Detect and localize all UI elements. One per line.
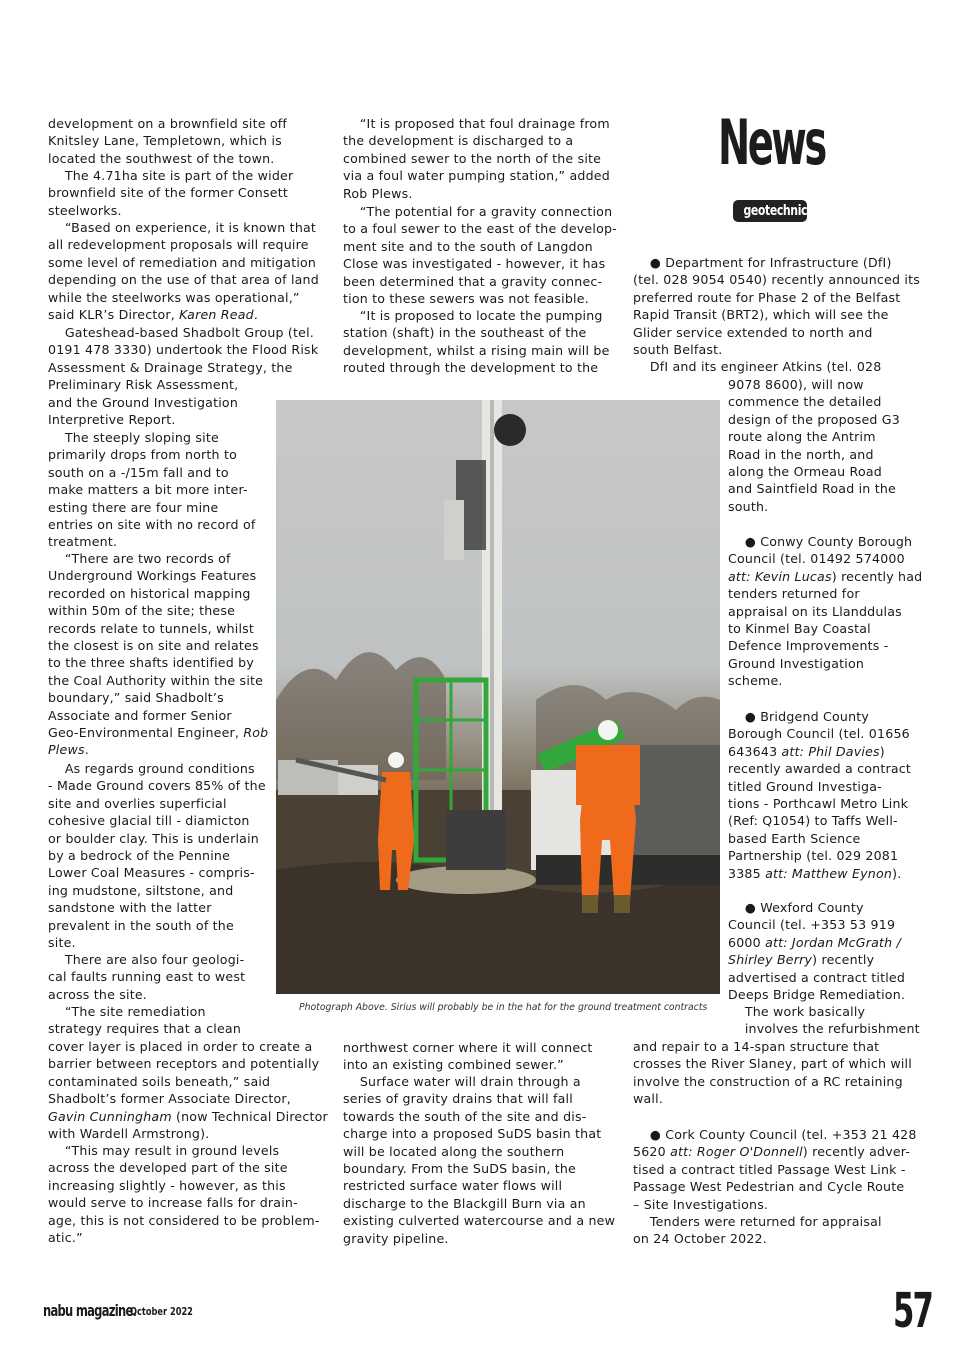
col3-paragraph-6b: and repair to a 14-span structure that crosses the River Slaney, part of which will involve the construction of a RC retaining wall.	[633, 1039, 912, 1107]
col1-paragraph-3: “Based on experience, it is known that all redevelopment proposals will require some level of remediation and mitigation depending on the use of that area of land while the steelworks was operational,” said KLR’s Director, Karen Read.	[48, 220, 319, 323]
page-number: 57	[893, 1283, 932, 1339]
section-badge: geotechnical	[733, 200, 807, 222]
col3-paragraph-8: Tenders were returned for appraisal on 24 October 2022.	[633, 1214, 882, 1247]
drilling-rig-illustration	[276, 400, 720, 994]
col1-paragraph-5: The steeply sloping site primarily drops from north to south on a -/15m fall and to make matters a bit more inter- esting there are four mine entries on site with no record of treatment.	[48, 430, 256, 550]
col1-paragraph-10: cover layer is placed in order to create a barrier between receptors and potentially contaminated soils beneath,” said Shadbolt’s former Associate Director, Gavin Cunningham (now Technical Director with Wardell Armstrong).	[48, 1039, 328, 1142]
col1-paragraph-8: There are also four geologi- cal faults running east to west across the site.	[48, 952, 246, 1002]
col3-paragraph-2b: 9078 8600), will now commence the detailed design of the proposed G3 route along the Antrim Road in the north, and along the Ormeau Road and Saintfield Road in the south.	[728, 377, 900, 514]
col3-paragraph-1: ● Department for Infrastructure (DfI) (tel. 028 9054 0540) recently announced its preferred route for Phase 2 of the Belfast Rapid Transit (BRT2), which will see the Glider service extended to north and south Belfast.	[633, 255, 920, 358]
col2-paragraph-3: “It is proposed to locate the pumping station (shaft) in the southeast of the development, whilst a rising main will be routed through the development to the	[343, 308, 610, 376]
col3-paragraph-5: ● Wexford County Council (tel. +353 53 919 6000 att: Jordan McGrath / Shirley Berry) recently advertised a contract titled Deeps Bridge Remediation.	[728, 900, 906, 1003]
photo-caption: Photograph Above. Sirius will probably be in the hat for the ground treatment contracts	[299, 1002, 708, 1013]
col1-paragraph-11: “This may result in ground levels across the developed part of the site increasing slightly - however, as this would serve to increase falls for drain- age, this is not considered to be problem- atic.”	[48, 1143, 320, 1246]
drilling-rig-photo	[276, 400, 720, 994]
col1-paragraph-4: Gateshead-based Shadbolt Group (tel. 0191 478 3330) undertook the Flood Risk Assessment & Drainage Strategy, the Preliminary Risk Assessment, and the Ground Investigation Interpretive Report.	[48, 325, 319, 428]
col3-paragraph-4: ● Bridgend County Borough Council (tel. 01656 643643 att: Phil Davies) recently awarded a contract titled Ground Investiga- tions - Porthcawl Metro Link (Ref: Q1054) to Taffs Well- based Earth Science Partnership (tel. 029 2081 3385 att: Matthew Eynon).	[728, 709, 912, 881]
col1-paragraph-2: The 4.71ha site is part of the wider brownfield site of the former Consett steelworks.	[48, 168, 294, 218]
col1-paragraph-9: “The site remediation strategy requires that a clean	[48, 1004, 242, 1037]
col3-paragraph-2a: DfI and its engineer Atkins (tel. 028	[633, 359, 882, 374]
col3-paragraph-6a: The work basically involves the refurbishment	[744, 1004, 920, 1037]
col1-paragraph-1: development on a brownfield site off Knitsley Lane, Templetown, which is located the southwest of the town.	[48, 116, 288, 166]
col3-paragraph-3: ● Conwy County Borough Council (tel. 01492 574000 att: Kevin Lucas) recently had tenders returned for appraisal on its Llanddulas to Kinmel Bay Coastal Defence Improvements - Ground Investigation scheme.	[728, 534, 923, 689]
section-title: News	[718, 106, 825, 179]
col2-paragraph-1: “It is proposed that foul drainage from the development is discharged to a combined sewer to the north of the site via a foul water pumping station,” added Rob Plews.	[343, 116, 610, 201]
col1-paragraph-6: “There are two records of Underground Workings Features recorded on historical mapping within 50m of the site; these records relate to tunnels, whilst the closest is on site and relates to the three shafts identified by the Coal Authority within the site boundary,” said Shadbolt’s Associate and former Senior Geo-Environmental Engineer, Rob Plews.	[48, 551, 269, 758]
col1-paragraph-7: As regards ground conditions - Made Ground covers 85% of the site and overlies superficial cohesive glacial till - diamicton or boulder clay. This is underlain by a bedrock of the Pennine Lower Coal Measures - compris- ing mudstone, siltstone, and sandstone with the latter prevalent in the south of the site.	[48, 761, 266, 951]
magazine-name: nabu magazine.	[43, 1301, 137, 1320]
col2-paragraph-4: northwest corner where it will connect into an existing combined sewer.”	[343, 1040, 593, 1073]
issue-date: October 2022	[130, 1305, 193, 1318]
col3-paragraph-7: ● Cork County Council (tel. +353 21 428 5620 att: Roger O'Donnell) recently adver- tised a contract titled Passage West Link - Passage West Pedestrian and Cycle Route – Site Investigations.	[633, 1127, 917, 1212]
col2-paragraph-5: Surface water will drain through a series of gravity drains that will fall towards the south of the site and dis- charge into a proposed SuDS basin that will be located along the southern boundary. From the SuDS basin, the restricted surface water flows will discharge to the Blackgill Burn via an existing culverted watercourse and a new gravity pipeline.	[343, 1074, 616, 1246]
col2-paragraph-2: “The potential for a gravity connection to a foul sewer to the east of the develop- ment site and to the south of Langdon Close was investigated - however, it has been determined that a gravity connec- tion to these sewers was not feasible.	[343, 204, 617, 307]
